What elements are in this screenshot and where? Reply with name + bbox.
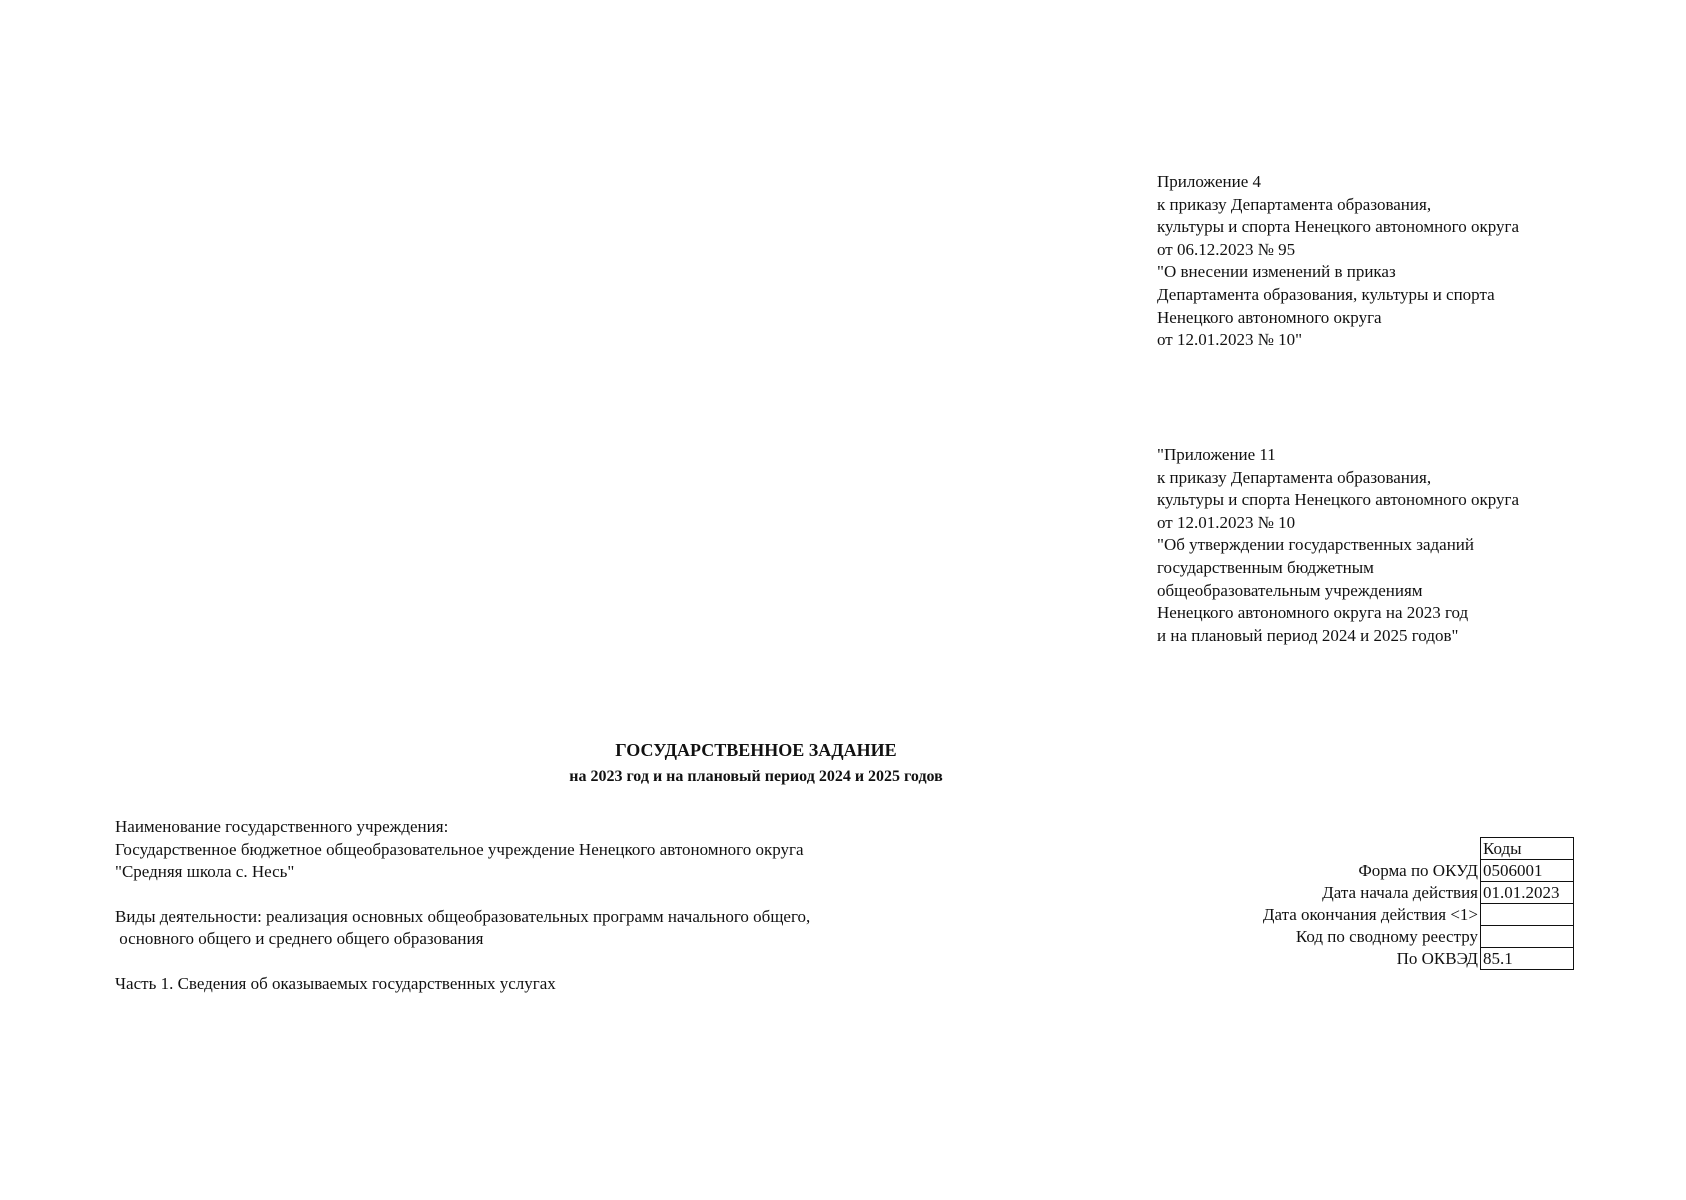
codes-header: Коды bbox=[1481, 838, 1574, 860]
table-row bbox=[1100, 860, 1574, 882]
appendix-line: Ненецкого автономного округа на 2023 год bbox=[1157, 603, 1469, 623]
appendix-line: культуры и спорта Ненецкого автономного округа bbox=[1157, 490, 1520, 510]
code-value: 01.01.2023 bbox=[1481, 882, 1574, 904]
institution-info bbox=[115, 816, 810, 996]
appendix-line: культуры и спорта Ненецкого автономного округа bbox=[1157, 217, 1520, 237]
appendix-line: Ненецкого автономного округа bbox=[1157, 307, 1382, 327]
code-value: 0506001 bbox=[1481, 860, 1574, 882]
appendix-line: "О внесении изменений в приказ bbox=[1157, 262, 1396, 282]
table-row bbox=[1100, 838, 1574, 860]
appendix-line: к приказу Департамента образования, bbox=[1157, 194, 1432, 214]
table-row bbox=[1100, 926, 1574, 948]
appendix-line: от 06.12.2023 № 95 bbox=[1157, 239, 1296, 259]
appendix-line: "Приложение 11 bbox=[1157, 445, 1276, 464]
appendix-line: от 12.01.2023 № 10" bbox=[1157, 330, 1303, 350]
code-value bbox=[1481, 904, 1574, 926]
codes-table bbox=[1100, 837, 1574, 970]
code-value bbox=[1481, 926, 1574, 948]
code-label: Дата начала действия bbox=[1322, 882, 1478, 902]
activities-line-2: основного общего и среднего общего образования bbox=[115, 929, 484, 949]
table-row bbox=[1100, 882, 1574, 904]
code-label: По ОКВЭД bbox=[1396, 948, 1478, 968]
appendix-line: Департамента образования, культуры и спорта bbox=[1157, 284, 1495, 304]
activities-line: Виды деятельности: реализация основных общеобразовательных программ начального общего, bbox=[115, 906, 811, 926]
appendix-line: к приказу Департамента образования, bbox=[1157, 467, 1432, 487]
code-label: Дата окончания действия <1> bbox=[1262, 904, 1478, 924]
appendix-line: государственным бюджетным bbox=[1157, 557, 1374, 577]
appendix-4-block bbox=[1157, 171, 1519, 352]
code-label: Код по сводному реестру bbox=[1295, 926, 1478, 946]
part-1-heading: Часть 1. Сведения об оказываемых государственных услугах bbox=[115, 973, 556, 993]
institution-name-2: "Средняя школа с. Несь" bbox=[115, 862, 295, 882]
appendix-line: от 12.01.2023 № 10 bbox=[1157, 512, 1296, 532]
institution-name: Государственное бюджетное общеобразовательное учреждение Ненецкого автономного округа bbox=[115, 839, 804, 859]
appendix-11-block bbox=[1157, 444, 1519, 647]
appendix-line: "Об утверждении государственных заданий bbox=[1157, 535, 1474, 555]
document-subtitle: на 2023 год и на плановый период 2024 и 2025 годов bbox=[569, 768, 943, 785]
document-title: ГОСУДАРСТВЕННОЕ ЗАДАНИЕ bbox=[615, 740, 897, 760]
table-row bbox=[1100, 904, 1574, 926]
code-value: 85.1 bbox=[1481, 948, 1574, 970]
appendix-line: Приложение 4 bbox=[1157, 172, 1261, 191]
code-label: Форма по ОКУД bbox=[1358, 860, 1478, 880]
appendix-line: и на плановый период 2024 и 2025 годов" bbox=[1157, 625, 1459, 645]
appendix-line: общеобразовательным учреждениям bbox=[1157, 580, 1423, 600]
table-row bbox=[1100, 948, 1574, 970]
institution-label: Наименование государственного учреждения: bbox=[115, 817, 449, 836]
